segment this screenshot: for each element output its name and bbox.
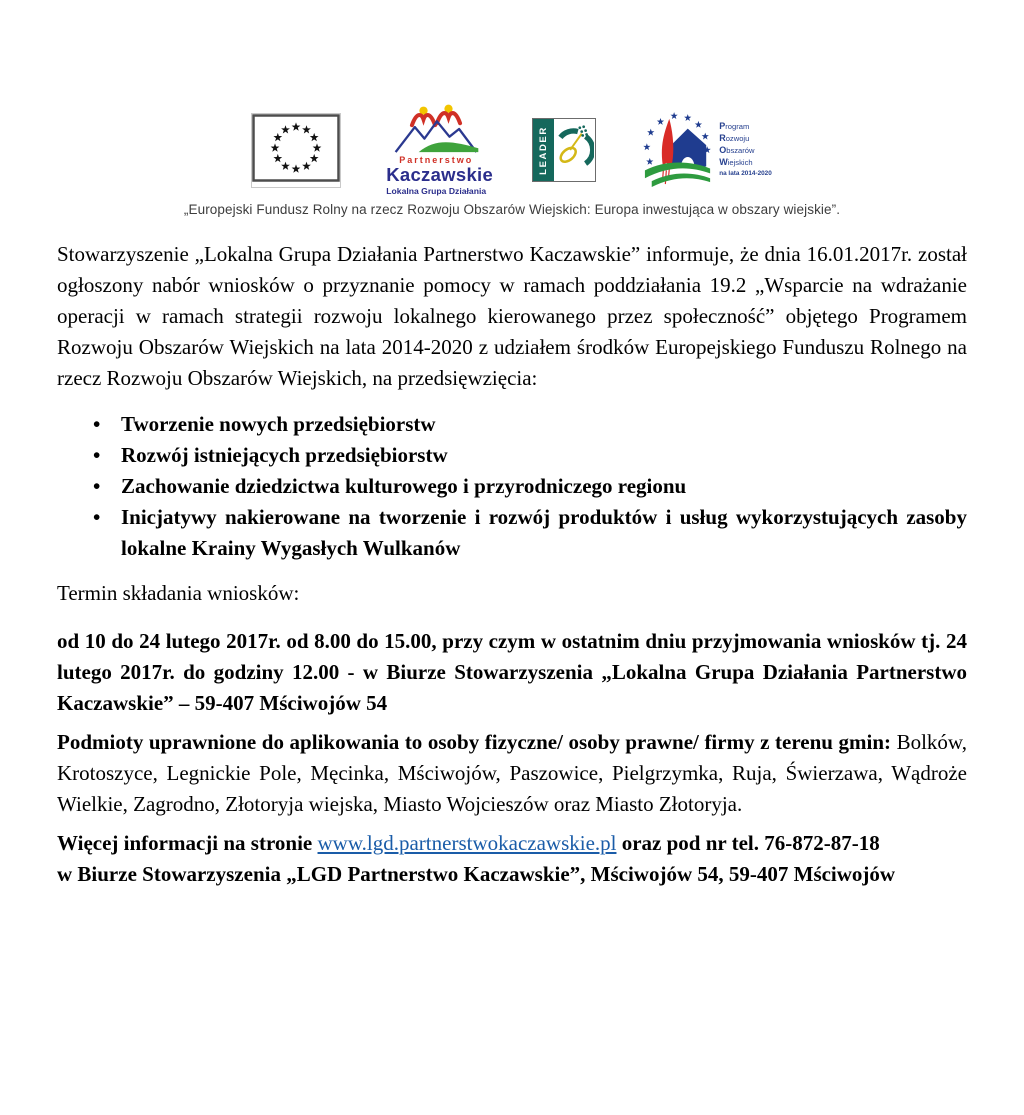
list-item: • Inicjatywy nakierowane na tworzenie i rozwój produktów i usług wykorzystujących zasoby lokalne Krainy Wygasłych Wulkanów [121,502,967,564]
prow-word: Obszarów [719,144,755,155]
eligibility-lead: Podmioty uprawnione do aplikowania to osoby fizyczne/ osoby prawne/ firmy z terenu gmin: [57,730,892,754]
prow-word: Rozwoju [719,133,750,144]
list-item: • Rozwój istniejących przedsiębiorstw [121,440,967,471]
eligibility-rest: Bolków, Krotoszyce, Legnickie Pole, Męcinka, Mściwojów, Paszowice, Pielgrzymka, Ruja, Świerzawa, Wądroże Wielkie, Zagrodno, Złotoryja wiejska, Miasto Wojcieszów oraz Miasto Złotoryja. [57,730,967,816]
website-link[interactable]: www.lgd.partnerstwokaczawskie.pl [317,831,617,855]
partnerstwo-kaczawskie-logo [386,104,494,197]
more-info-after: oraz pod nr tel. 76-872-87-18 [616,831,880,855]
eligibility-paragraph [57,727,967,820]
more-info-paragraph [57,828,967,890]
objectives-list [57,409,967,564]
list-item: • Tworzenie nowych przedsiębiorstw [121,409,967,440]
eu-flag-icon [252,114,340,182]
prow-word: Wiejskich [719,156,753,167]
kaczawskie-name-label: Kaczawskie [386,164,494,185]
leader-sprout-icon [554,119,594,179]
list-item: • Zachowanie dziedzictwa kulturowego i przyrodniczego regionu [121,471,967,502]
prow-emblem-icon [642,111,714,189]
leader-label: LEADER [538,125,550,175]
kaczawskie-subtitle-label: Lokalna Grupa Działania [386,186,487,197]
prow-years-label: na lata 2014-2020 [719,170,772,178]
prow-logo [642,111,772,189]
leader-band [533,119,554,181]
logo-strip [0,106,1024,197]
kaczawskie-mountains-icon [390,104,482,154]
prow-word: Program [719,121,750,132]
eu-flag-logo [252,114,340,187]
deadline-heading: Termin składania wniosków: [57,581,300,605]
deadline-paragraph: od 10 do 24 lutego 2017r. od 8.00 do 15.00, przy czym w ostatnim dniu przyjmowania wniosków tj. 24 lutego 2017r. do godziny 12.00 - w Biurze Stowarzyszenia „Lokalna Grupa Działania Partnerstwo Kaczawskie” – 59-407 Mściwojów 54 [57,629,967,715]
leader-logo [532,118,596,182]
prow-text-block [719,121,772,178]
kaczawskie-partnerstwo-label: Partnerstwo [399,155,474,165]
funding-caption: „Europejski Fundusz Rolny na rzecz Rozwoju Obszarów Wiejskich: Europa inwestująca w obszary wiejskie”. [183,202,841,217]
document-body [57,239,967,890]
intro-paragraph: Stowarzyszenie „Lokalna Grupa Działania Partnerstwo Kaczawskie” informuje, że dnia 16.01.2017r. został ogłoszony nabór wniosków o przyznanie pomocy w ramach poddziałania 19.2 „Wsparcie na wdrażanie operacji w ramach strategii rozwoju lokalnego kierowanego przez społeczność” objętego Programem Rozwoju Obszarów Wiejskich na lata 2014-2020 z udziałem środków Europejskiego Funduszu Rolnego na rzecz Rozwoju Obszarów Wiejskich, na przedsięwzięcia: [57,242,967,390]
office-address-line: w Biurze Stowarzyszenia „LGD Partnerstwo Kaczawskie”, Mściwojów 54, 59-407 Mściwojów [57,862,896,886]
more-info-before: Więcej informacji na stronie [57,831,318,855]
